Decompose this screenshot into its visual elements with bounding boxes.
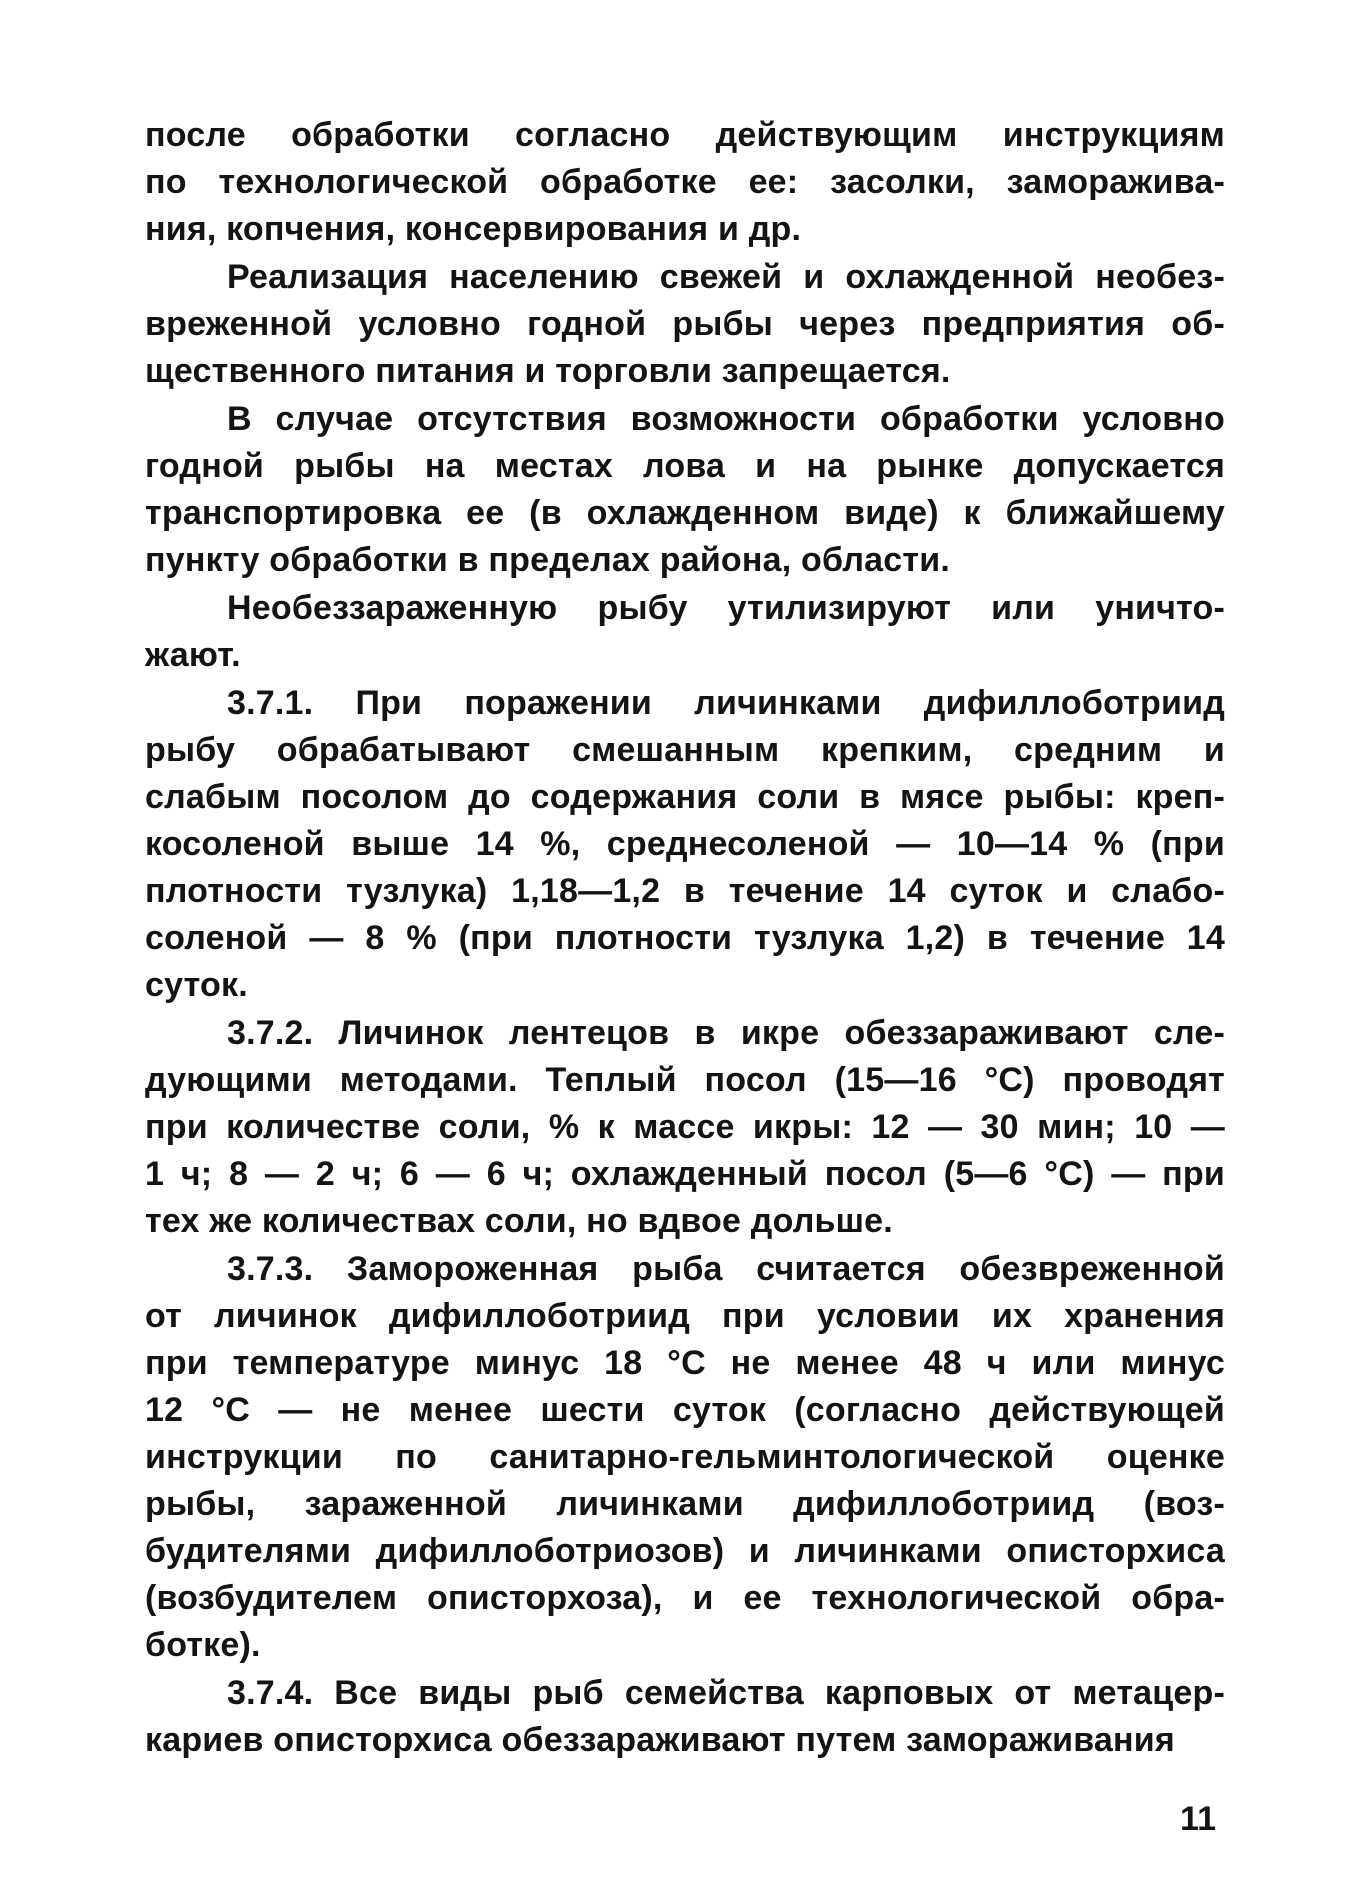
paragraph (145, 396, 1225, 584)
text-line: 1 ч; 8 — 2 ч; 6 — 6 ч; охлажденный посол (5—6 °С) — при (145, 1155, 1225, 1193)
text-line: соленой — 8 % (при плотности тузлука 1,2) в течение 14 (145, 919, 1225, 957)
text-line: ботке). (145, 1626, 261, 1664)
text-line: годной рыбы на местах лова и на рынке допускается (145, 447, 1225, 485)
text-line: 3.7.3. Замороженная рыба считается обезвреженной (227, 1250, 1225, 1288)
text-line: инструкции по санитарно-гельминтологической оценке (145, 1438, 1225, 1476)
paragraph (145, 1670, 1225, 1764)
text-line: 3.7.1. При поражении личинками дифиллоботриид (227, 684, 1225, 722)
page-number: 11 (1180, 1800, 1216, 1838)
text-line: жают. (145, 636, 241, 674)
text-line: после обработки согласно действующим инструкциям (145, 116, 1225, 154)
text-line: Необеззараженную рыбу утилизируют или уничто- (227, 589, 1225, 627)
text-line: пункту обработки в пределах района, области. (145, 541, 950, 579)
text-line: ния, копчения, консервирования и др. (145, 210, 802, 248)
body-text (145, 112, 1225, 1765)
text-line: рыбы, зараженной личинками дифиллоботриид (воз- (145, 1485, 1225, 1523)
text-line: дующими методами. Теплый посол (15—16 °С) проводят (145, 1061, 1225, 1099)
text-line: рыбу обрабатывают смешанным крепким, средним и (145, 731, 1225, 769)
text-line: кариев описторхиса обеззараживают путем замораживания (145, 1721, 1175, 1759)
text-line: слабым посолом до содержания соли в мясе рыбы: креп- (145, 778, 1225, 816)
text-line: при температуре минус 18 °С не менее 48 ч или минус (145, 1344, 1225, 1382)
text-line: суток. (145, 966, 248, 1004)
paragraph (145, 1246, 1225, 1669)
text-line: 3.7.2. Личинок лентецов в икре обеззараживают сле- (227, 1014, 1225, 1052)
text-line: при количестве соли, % к массе икры: 12 — 30 мин; 10 — (145, 1108, 1225, 1146)
text-line: косоленой выше 14 %, среднесоленой — 10—14 % (при (145, 825, 1225, 863)
paragraph (145, 680, 1225, 1009)
text-line: 12 °С — не менее шести суток (согласно действующей (145, 1391, 1225, 1429)
text-line: вреженной условно годной рыбы через предприятия об- (145, 305, 1225, 343)
text-line: от личинок дифиллоботриид при условии их хранения (145, 1297, 1225, 1335)
text-line: В случае отсутствия возможности обработки условно (227, 400, 1225, 438)
text-line: Реализация населению свежей и охлажденной необез- (227, 258, 1225, 296)
text-line: по технологической обработке ее: засолки, заморажива- (145, 163, 1225, 201)
text-line: плотности тузлука) 1,18—1,2 в течение 14 суток и слабо- (145, 872, 1225, 910)
paragraph (145, 112, 1225, 253)
text-line: 3.7.4. Все виды рыб семейства карповых от метацер- (227, 1674, 1225, 1712)
paragraph (145, 585, 1225, 679)
text-line: тех же количествах соли, но вдвое дольше. (145, 1202, 893, 1240)
paragraph (145, 1010, 1225, 1245)
text-line: щественного питания и торговли запрещается. (145, 352, 951, 390)
paragraph (145, 254, 1225, 395)
text-line: будителями дифиллоботриозов) и личинками описторхиса (145, 1532, 1225, 1570)
text-line: (возбудителем описторхоза), и ее технологической обра- (145, 1579, 1225, 1617)
text-line: транспортировка ее (в охлажденном виде) к ближайшему (145, 494, 1225, 532)
